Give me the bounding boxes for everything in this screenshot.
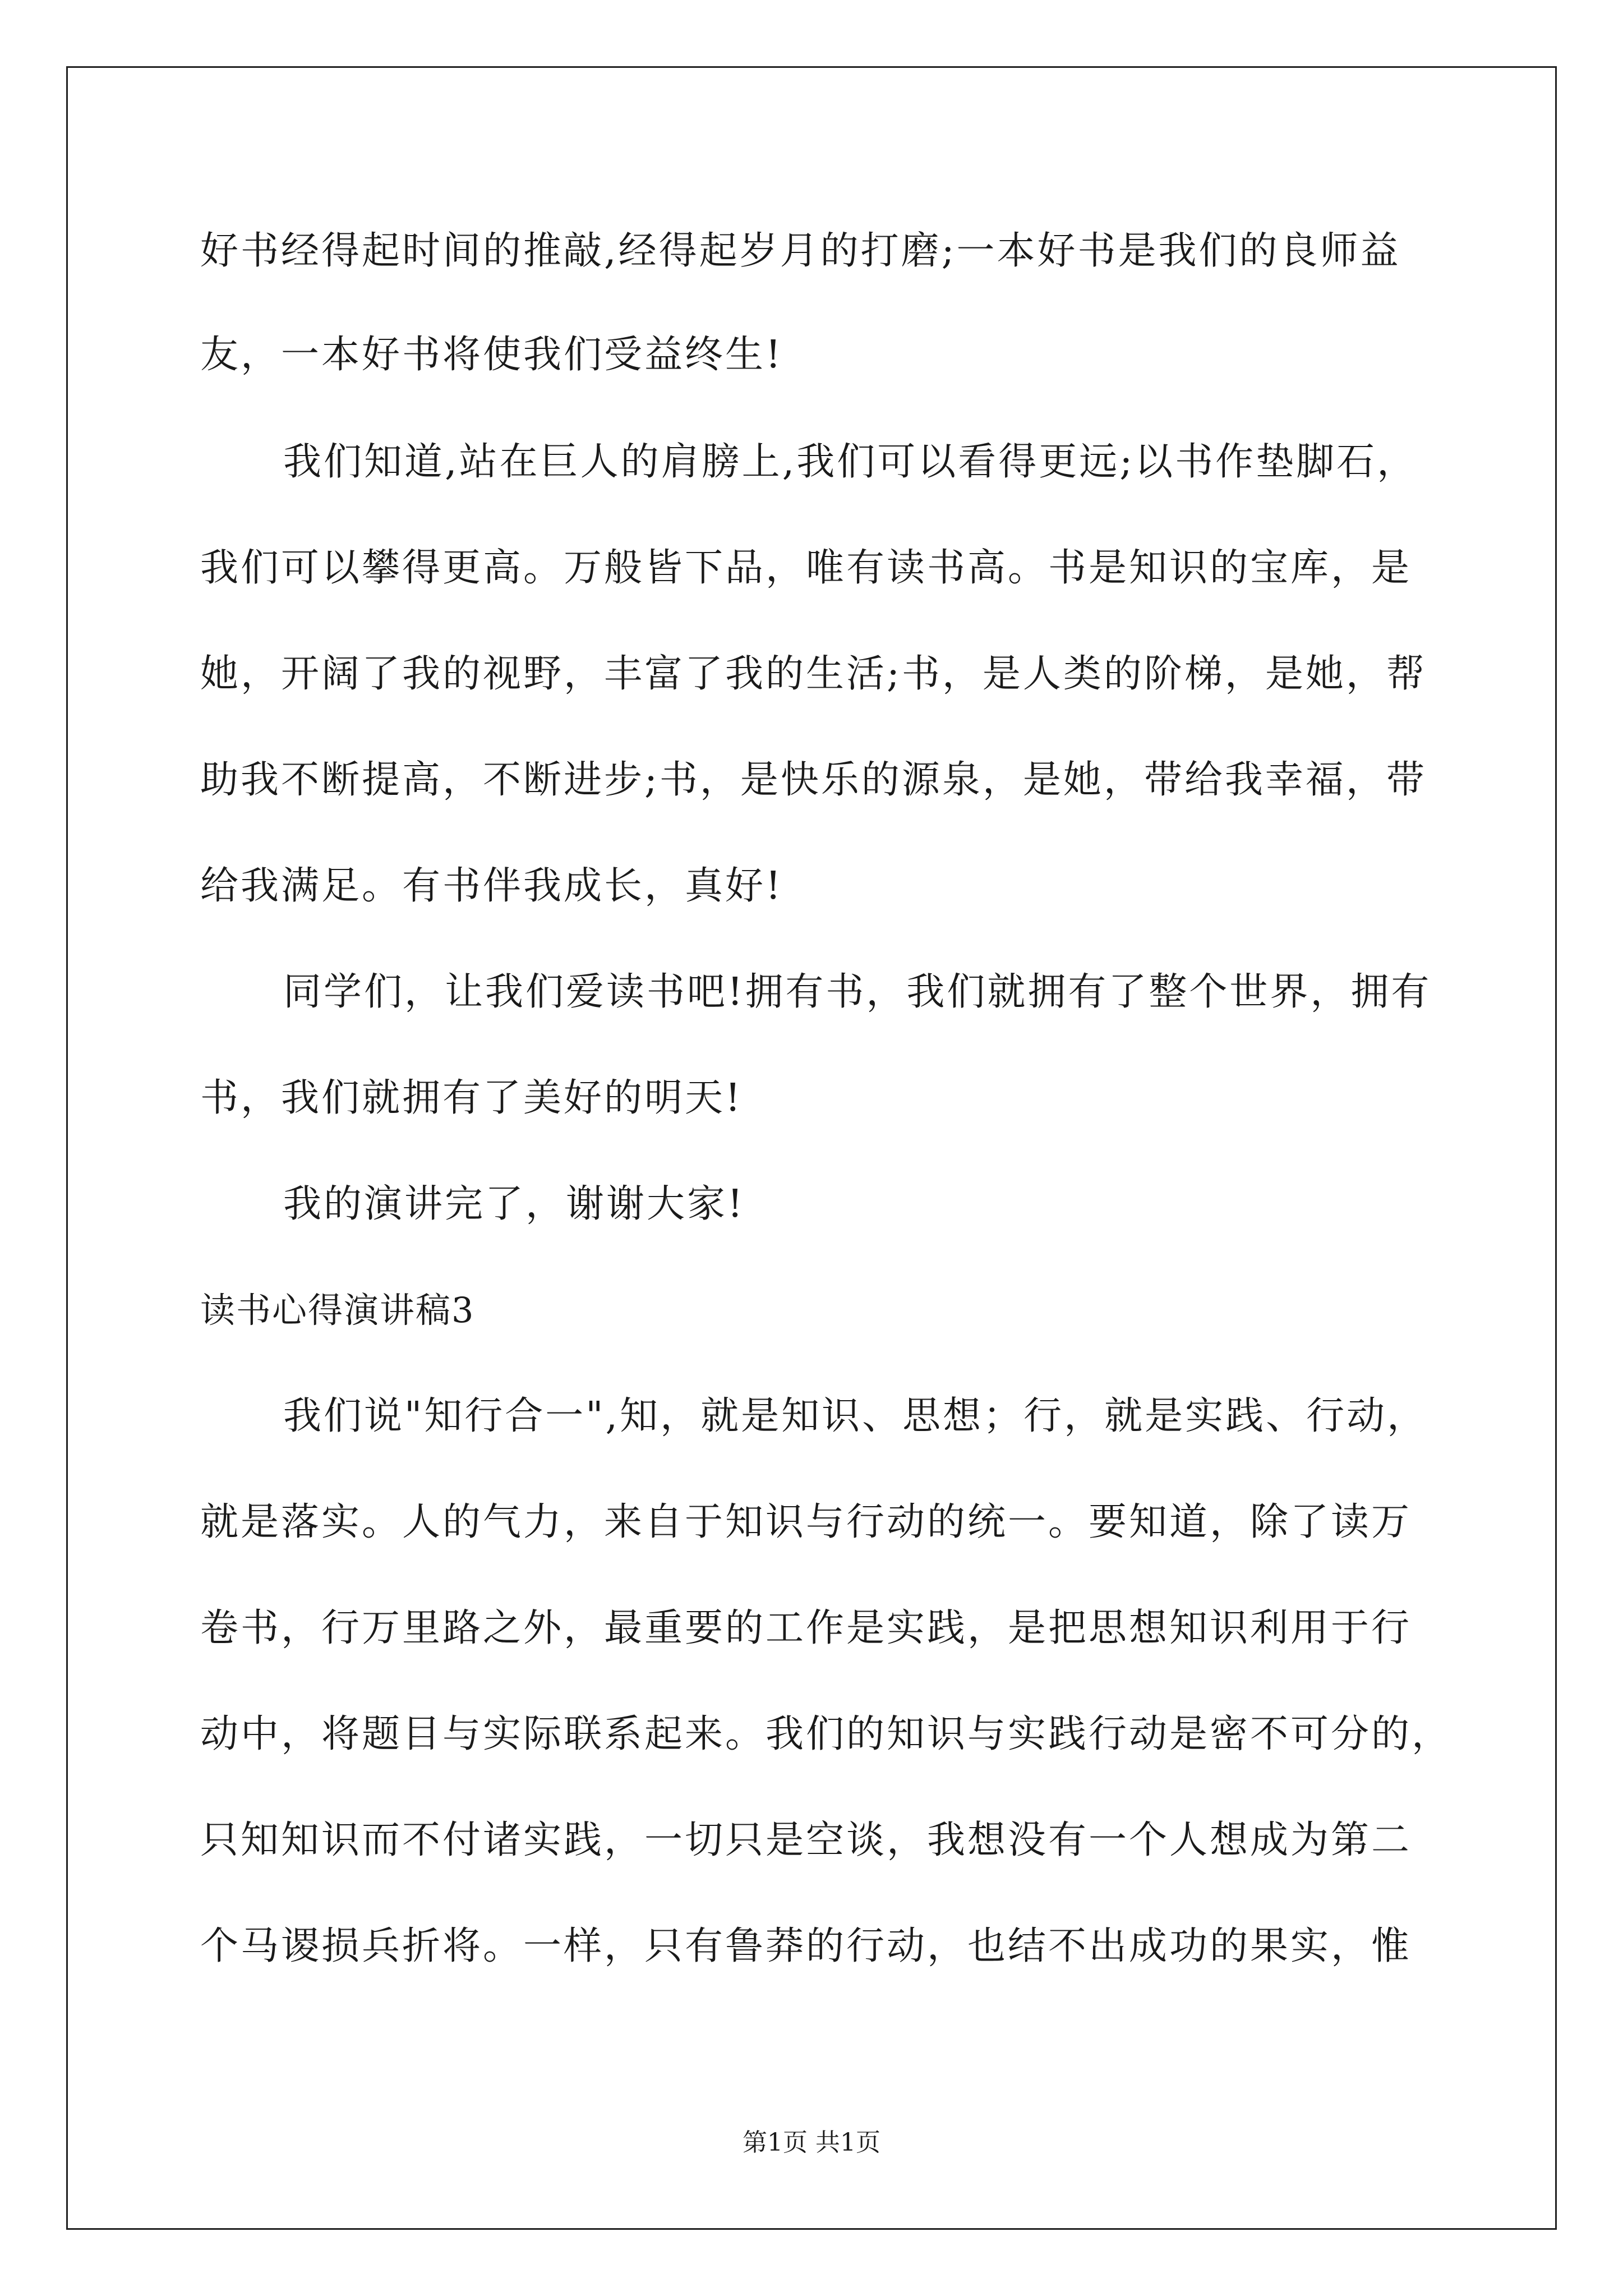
text-line: 只知知识而不付诸实践，一切只是空谈，我想没有一个人想成为第二 — [200, 1818, 1412, 1862]
page-border — [66, 66, 1557, 2230]
text-line: 给我满足。有书伴我成长，真好! — [200, 864, 783, 908]
text-line: 友，一本好书将使我们受益终生! — [200, 333, 783, 377]
text-line: 好书经得起时间的推敲,经得起岁月的打磨;一本好书是我们的良师益 — [200, 229, 1401, 273]
section-heading: 读书心得演讲稿3 — [200, 1290, 475, 1331]
text-line: 同学们，让我们爱读书吧!拥有书，我们就拥有了整个世界，拥有 — [283, 970, 1432, 1014]
text-line: 我们可以攀得更高。万般皆下品，唯有读书高。书是知识的宝库，是 — [200, 546, 1412, 590]
text-line: 个马谡损兵折将。一样，只有鲁莽的行动，也结不出成功的果实，惟 — [200, 1924, 1412, 1968]
text-line: 我们知道,站在巨人的肩膀上,我们可以看得更远;以书作垫脚石， — [283, 440, 1418, 484]
page-footer: 第1页 共1页 — [743, 2128, 880, 2157]
text-line: 动中，将题目与实际联系起来。我们的知识与实践行动是密不可分的， — [200, 1712, 1453, 1756]
text-line: 助我不断提高，不断进步;书，是快乐的源泉，是她，带给我幸福，带 — [200, 758, 1427, 802]
text-line: 卷书，行万里路之外，最重要的工作是实践，是把思想知识利用于行 — [200, 1606, 1412, 1650]
text-line: 我们说"知行合一",知，就是知识、思想；行，就是实践、行动， — [283, 1394, 1428, 1438]
text-line: 她，开阔了我的视野，丰富了我的生活;书，是人类的阶梯，是她，帮 — [200, 652, 1427, 696]
text-line: 我的演讲完了，谢谢大家! — [283, 1182, 745, 1226]
text-line: 就是落实。人的气力，来自于知识与行动的统一。要知道，除了读万 — [200, 1500, 1412, 1544]
text-line: 书，我们就拥有了美好的明天! — [200, 1076, 743, 1120]
